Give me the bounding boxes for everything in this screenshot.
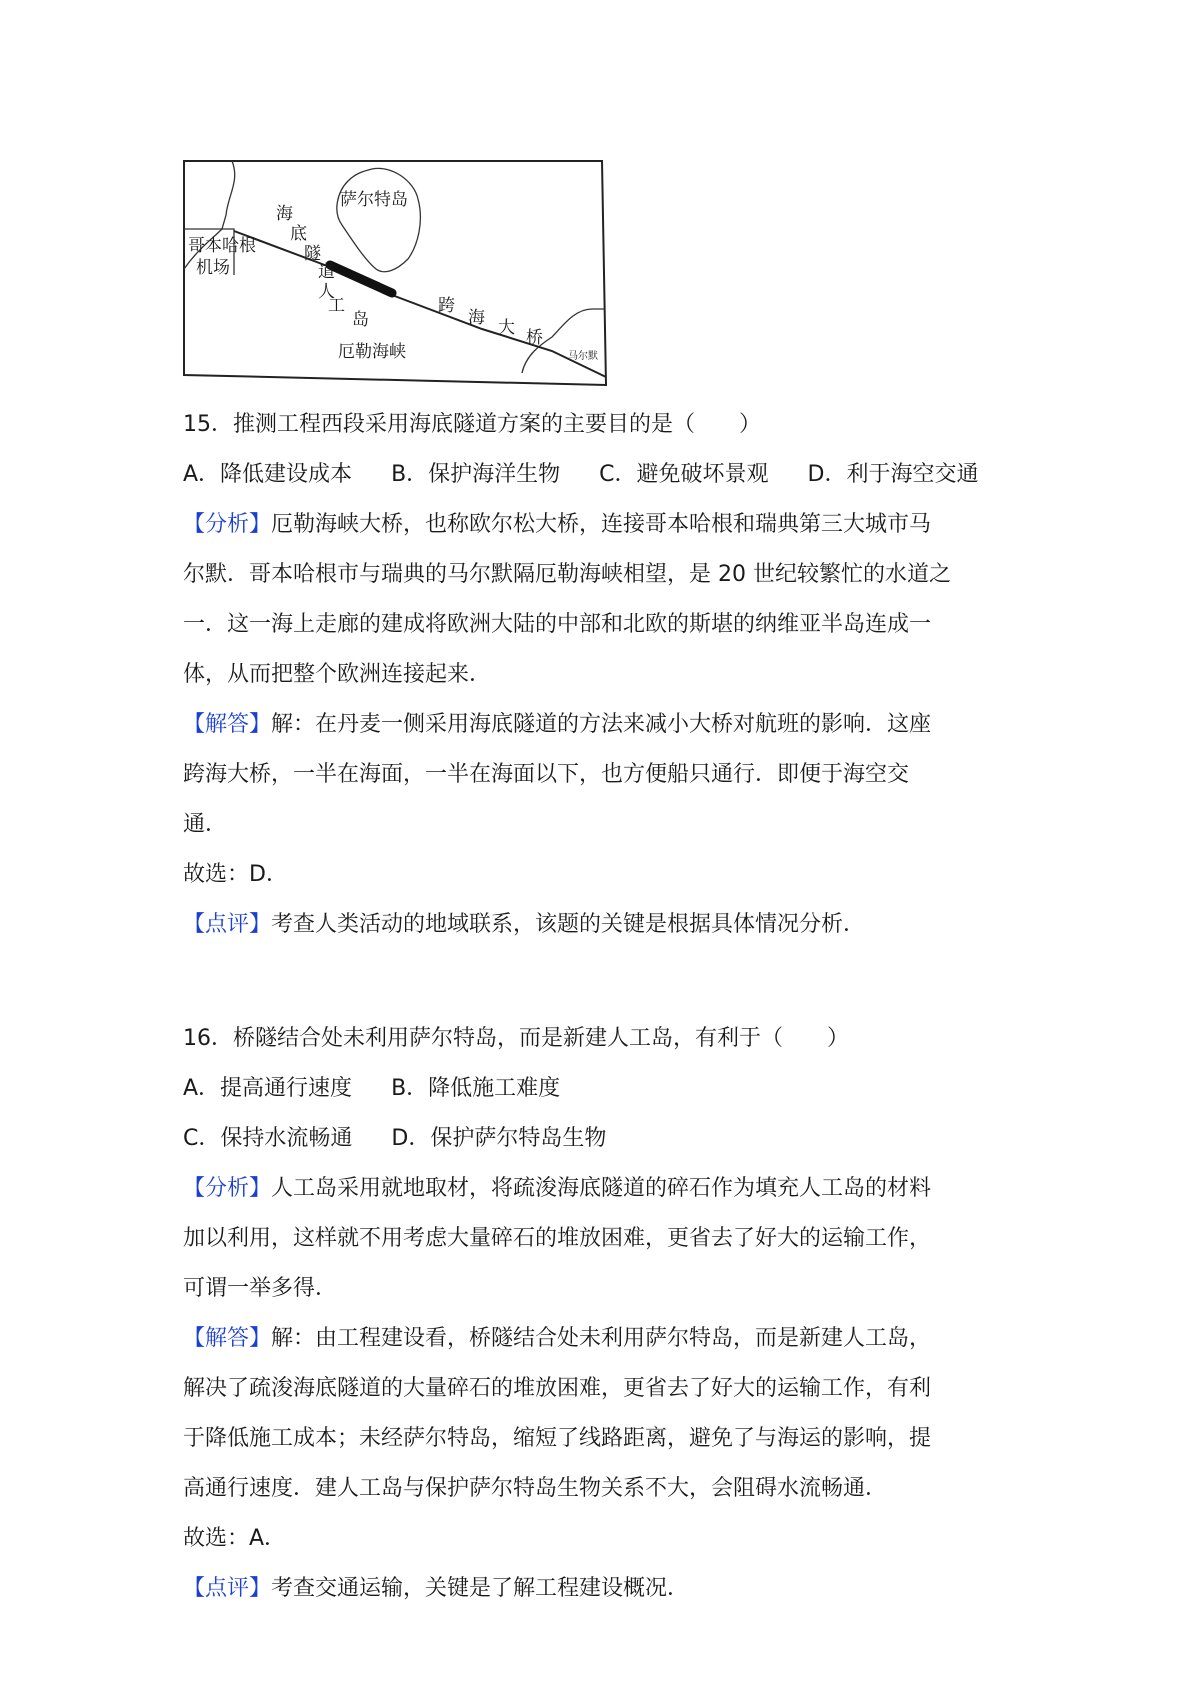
q15-comment: 【点评】考查人类活动的地域联系，该题的关键是根据具体情况分析． [183, 912, 866, 937]
q15-analysis-line-2: 尔默．哥本哈根市与瑞典的马尔默隔厄勒海峡相望，是 20 世纪较繁忙的水道之 [183, 562, 951, 587]
bridge-char-2: 海 [468, 308, 485, 328]
q16-comment-tag: 【点评】 [183, 1576, 272, 1601]
q16-answer-tag: 【解答】 [183, 1326, 272, 1351]
q15-option-c: C．避免破坏景观 [599, 462, 769, 487]
q15-answer-line-2: 跨海大桥，一半在海面，一半在海面以下，也方便船只通行．即便于海空交 [183, 762, 910, 787]
q16-answer-line-1: 【解答】解：由工程建设看，桥隧结合处未利用萨尔特岛，而是新建人工岛， [183, 1326, 932, 1351]
island-outline [337, 168, 421, 271]
q15-answer-line-3: 通． [183, 812, 228, 837]
tunnel-char-1: 海 [276, 204, 293, 224]
q15-comment-tag: 【点评】 [183, 912, 272, 937]
q15-option-a: A．降低建设成本 [183, 462, 353, 487]
malmo-label: 马尔默 [568, 351, 598, 362]
q15-stem: 15．推测工程西段采用海底隧道方案的主要目的是（ ） [183, 412, 761, 437]
q16-analysis-tag: 【分析】 [183, 1176, 272, 1201]
question-gap [183, 950, 1043, 1014]
strait-map [182, 159, 608, 387]
island-label: 萨尔特岛 [340, 190, 408, 210]
q16-option-d: D．保护萨尔特岛生物 [391, 1126, 607, 1151]
bridge-char-1: 跨 [438, 296, 455, 316]
q15-choice: 故选：D． [183, 862, 288, 887]
tunnel-char-3: 隧 [304, 244, 321, 264]
q16-comment: 【点评】考查交通运输，关键是了解工程建设概况． [183, 1576, 690, 1601]
q16-option-c: C．保持水流畅通 [183, 1126, 353, 1151]
q15-analysis-tag: 【分析】 [183, 512, 272, 537]
q15-answer-line-1: 【解答】解：在丹麦一侧采用海底隧道的方法来减小大桥对航班的影响．这座 [183, 712, 932, 737]
q16-answer-line-3: 于降低施工成本；未经萨尔特岛，缩短了线路距离，避免了与海运的影响，提 [183, 1426, 932, 1451]
artificial-char-1: 人 [318, 282, 335, 302]
question-content [183, 400, 1043, 1614]
artificial-char-3: 岛 [352, 310, 369, 330]
q15-analysis-line-1: 【分析】厄勒海峡大桥，也称欧尔松大桥，连接哥本哈根和瑞典第三大城市马 [183, 512, 932, 537]
q16-options-row-2 [183, 1114, 1043, 1164]
strait-label: 厄勒海峡 [338, 342, 406, 362]
tunnel-char-4: 道 [318, 262, 335, 282]
tunnel-char-2: 底 [290, 224, 307, 244]
airport-label-line2: 机场 [196, 258, 230, 278]
airport-label-line1: 哥本哈根 [188, 236, 256, 256]
q15-option-d: D．利于海空交通 [807, 462, 979, 487]
q16-stem: 16．桥隧结合处未利用萨尔特岛，而是新建人工岛，有利于（ ） [183, 1026, 849, 1051]
bridge-char-3: 大 [498, 318, 515, 338]
q16-answer-line-2: 解决了疏浚海底隧道的大量碎石的堆放困难，更省去了好大的运输工作，有利 [183, 1376, 932, 1401]
q16-analysis-line-1: 【分析】人工岛采用就地取材，将疏浚海底隧道的碎石作为填充人工岛的材料 [183, 1176, 932, 1201]
q15-analysis-line-4: 体，从而把整个欧洲连接起来． [183, 662, 492, 687]
q16-analysis-line-2: 加以利用，这样就不用考虑大量碎石的堆放困难，更省去了好大的运输工作， [183, 1226, 932, 1251]
q15-analysis-line-3: 一．这一海上走廊的建成将欧洲大陆的中部和北欧的斯堪的纳维亚半岛连成一 [183, 612, 932, 637]
q16-answer-line-4: 高通行速度．建人工岛与保护萨尔特岛生物关系不大，会阻碍水流畅通． [183, 1476, 888, 1501]
q16-analysis-line-3: 可谓一举多得． [183, 1276, 338, 1301]
artificial-char-2: 工 [328, 296, 345, 316]
bridge-char-4: 桥 [526, 328, 543, 348]
q15-answer-tag: 【解答】 [183, 712, 272, 737]
route-line [234, 231, 606, 377]
q15-option-b: B．保护海洋生物 [391, 462, 561, 487]
artificial-island-mark [330, 265, 392, 293]
q16-option-b: B．降低施工难度 [391, 1076, 561, 1101]
q15-options [183, 450, 1043, 500]
map-svg [182, 159, 608, 387]
q16-options-row-1 [183, 1064, 1043, 1114]
q16-choice: 故选：A． [183, 1526, 287, 1551]
q16-option-a: A．提高通行速度 [183, 1076, 353, 1101]
